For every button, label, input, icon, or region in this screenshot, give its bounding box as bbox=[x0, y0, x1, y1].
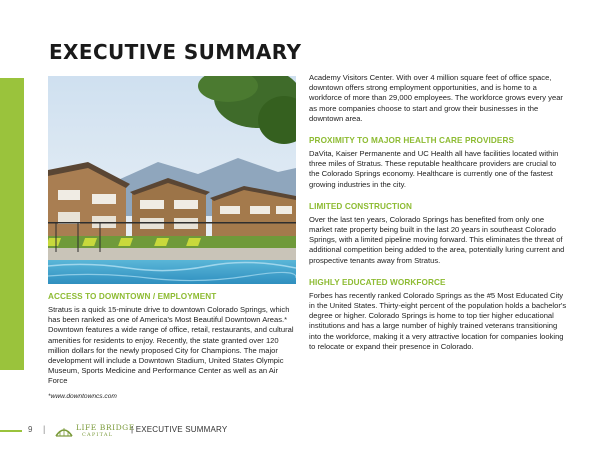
paragraph-downtown-continued: Academy Visitors Center. With over 4 million square feet of office space, downtown offers strong employment opportunities, and is home to a workforce of more than 29,000 employees. The workforce grows every year as more companies choose to start and grow their businesses in the downtown area. bbox=[309, 73, 563, 123]
paragraph-downtown: Stratus is a quick 15-minute drive to downtown Colorado Springs, which has been ranked as one of America's Most Beautiful Downtown Areas.* Downtown features a wide range of office, retail, restaurants, and cultural amenities for residents to enjoy. Recently, the state granted over 120 million dollars for the newly proposed City for Champions. The major development will include a Downtown Stadium, United States Olympic Museum, Sports Medicine and Performance Center as well as an Air Force bbox=[48, 305, 294, 386]
company-logo bbox=[54, 422, 134, 440]
section-heading-health-care: PROXIMITY TO MAJOR HEALTH CARE PROVIDERS bbox=[309, 136, 515, 146]
section-heading-downtown: ACCESS TO DOWNTOWN / EMPLOYMENT bbox=[48, 292, 217, 301]
page-footer bbox=[0, 422, 600, 440]
logo-name: LIFE BRIDGE bbox=[76, 423, 135, 432]
footer-section-label: | EXECUTIVE SUMMARY bbox=[131, 425, 228, 434]
page-title: EXECUTIVE SUMMARY bbox=[49, 40, 302, 64]
section-heading-educated-workforce: HIGHLY EDUCATED WORKFORCE bbox=[309, 277, 446, 287]
footnote-link: *www.downtowncs.com bbox=[48, 392, 117, 400]
paragraph-limited-construction: Over the last ten years, Colorado Springs has benefited from only one market rate property being built in the last 20 years in southeast Colorado Springs, with a limited pipeline moving forward. This eliminates the threat of additional competition being added to the area, potentially luring current and prospective tenants away from Stratus. bbox=[309, 214, 565, 265]
property-photo bbox=[48, 76, 296, 284]
page-number: 9 bbox=[28, 425, 33, 434]
footer-separator: | bbox=[43, 424, 46, 434]
footer-accent-line bbox=[0, 430, 22, 432]
paragraph-health-care: DaVita, Kaiser Permanente and UC Health all have facilities located within three miles of Stratus. These reputable healthcare providers are crucial to the Colorado Springs economy. Healthcare is currently one of the fastest growing industries in the city. bbox=[309, 149, 559, 189]
accent-side-bar bbox=[0, 78, 24, 370]
section-heading-limited-construction: LIMITED CONSTRUCTION bbox=[309, 201, 412, 211]
left-column bbox=[48, 292, 298, 400]
right-column bbox=[309, 73, 567, 364]
paragraph-educated-workforce: Forbes has recently ranked Colorado Springs as the #5 Most Educated City in the United States. Thirty-eight percent of the population holds a bachelor's degree or higher. Colorado Springs is home to top tier higher educational institutions and has a large number of highly trained veterans transitioning into the workforce, making it a very attractive location for companies looking to relocate or expand their presence in Colorado. bbox=[309, 290, 567, 351]
logo-subtitle: CAPITAL bbox=[82, 432, 114, 438]
bridge-logo-icon bbox=[54, 422, 74, 440]
